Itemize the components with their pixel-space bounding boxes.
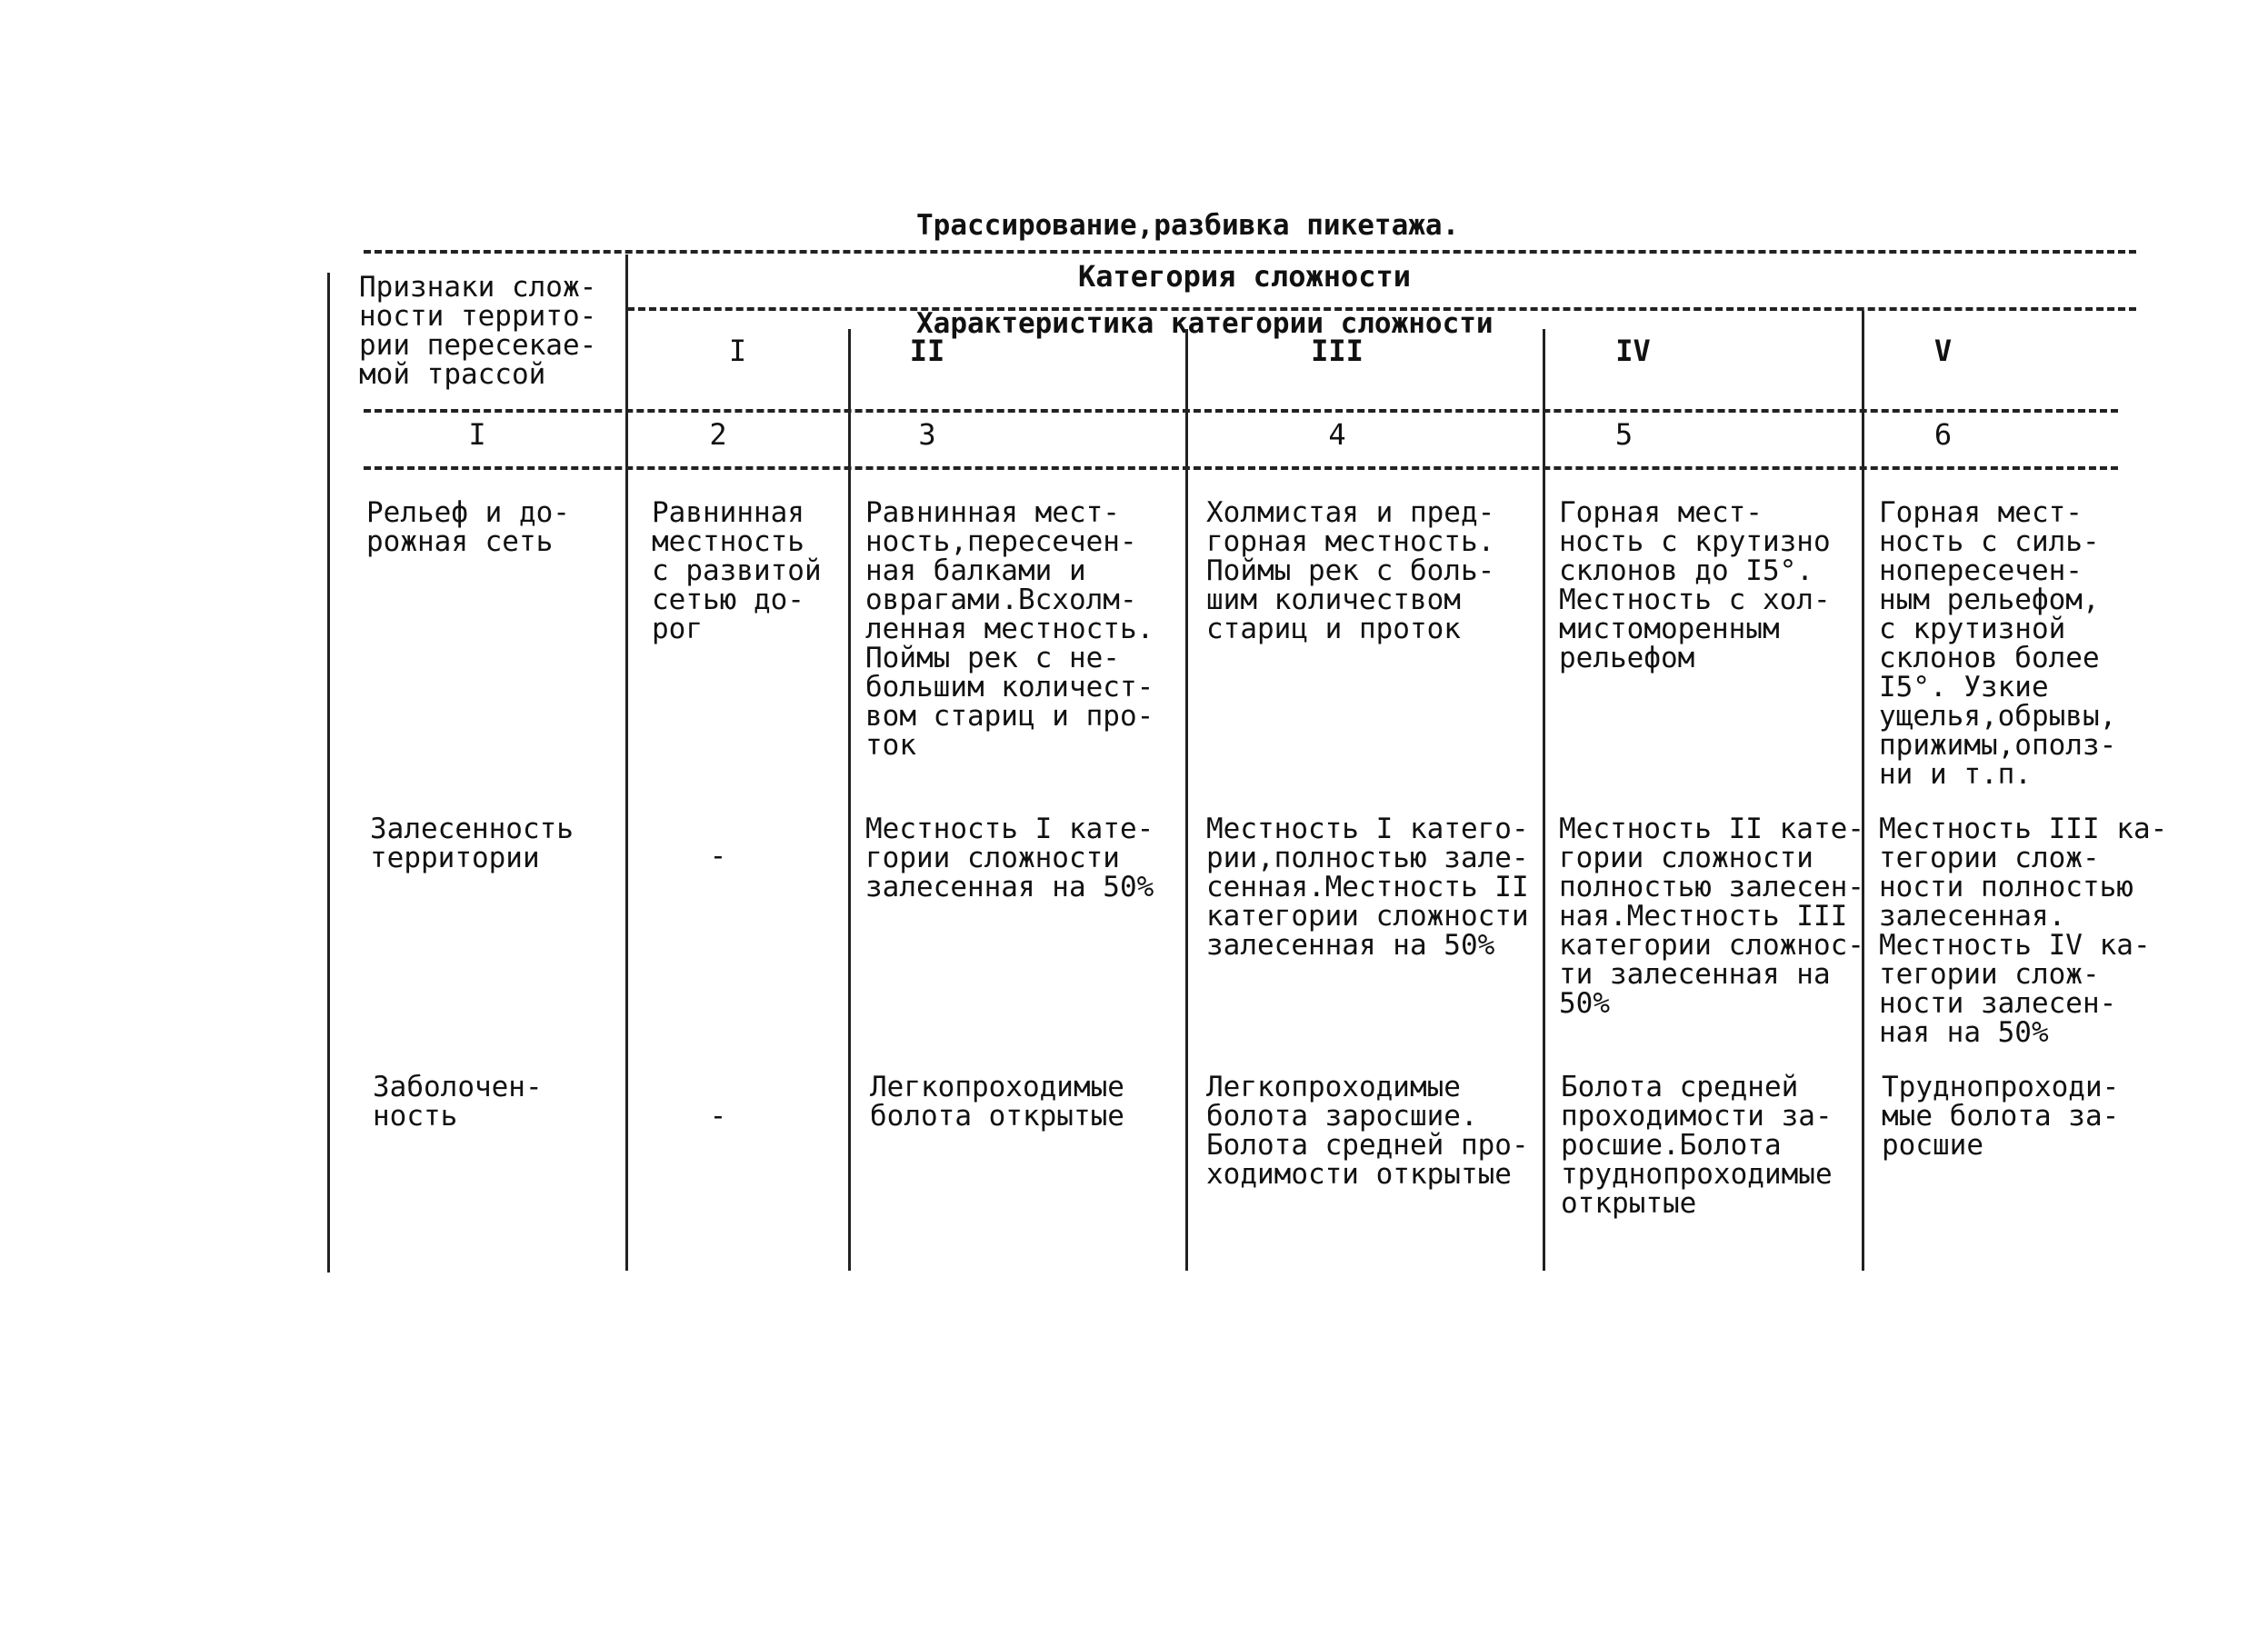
row-3-cat-5: Труднопроходи- мые болота за- росшие [1882, 1071, 2120, 1162]
column-number-5: 5 [1614, 417, 1634, 452]
row-3-cat-1: - [709, 1100, 727, 1133]
divider-col-2 [848, 329, 851, 1271]
column-number-6: 6 [1933, 417, 1953, 452]
header-category-1: I [728, 334, 747, 368]
header-category-2: II [909, 334, 945, 368]
header-category-4: IV [1615, 334, 1651, 368]
header-category-5: V [1933, 334, 1953, 368]
row-3-cat-4: Болота средней проходимости за- росшие.Болота труднопроходимые открытые [1561, 1071, 1833, 1220]
row-1-feature: Рельеф и до- рожная сеть [366, 496, 570, 558]
row-3-cat-2: Легкопроходимые болота открытые [870, 1071, 1124, 1133]
column-number-3: 3 [918, 417, 936, 452]
rule-group-header [627, 307, 2136, 311]
row-1-cat-5: Горная мест- ность с силь- нопересечен- ным рельефом, с крутизной склонов более I5°. Узкие ущелья,обрывы, прижимы,ополз- ни и т.п. [1879, 496, 2117, 791]
divider-col-3 [1185, 329, 1188, 1271]
row-2-cat-5: Местность III ка- тегории слож- ности полностью залесенная. Местность IV ка- тегории слож- ности залесен- ная на 50% [1879, 813, 2168, 1049]
title-line-2: Характеристика категории сложности [916, 307, 1494, 340]
row-3-cat-3: Легкопроходимые болота заросшие. Болота средней про- ходимости открытые [1206, 1071, 1529, 1191]
row-2-cat-4: Местность II кате- гории сложности полностью залесен- ная.Местность III категории сложнос- ти залесенная на 50% [1559, 813, 1864, 1020]
row-2-cat-2: Местность I кате- гории сложности залесенная на 50% [865, 813, 1154, 903]
row-2-cat-1: - [709, 840, 727, 873]
row-2-cat-3: Местность I катего- рии,полностью зале- сенная.Местность II категории сложности залесенная на 50% [1206, 813, 1529, 962]
column-number-1: I [468, 417, 486, 452]
header-category-group: Категория сложности [1078, 259, 1412, 294]
title-line-1: Трассирование,разбивка пикетажа. [916, 209, 1460, 242]
row-1-cat-2: Равнинная мест- ность,пересечен- ная балками и оврагами.Всхолм- ленная местность. Поймы рек с не- большим количест- вом стариц и про- ток [865, 496, 1154, 762]
column-number-2: 2 [709, 417, 727, 452]
divider-col-5 [1862, 311, 1864, 1271]
rule-top [364, 250, 2136, 254]
row-3-feature: Заболочен- ность [373, 1071, 543, 1133]
row-1-cat-3: Холмистая и пред- горная местность. Поймы рек с боль- шим количеством стариц и проток [1206, 496, 1495, 645]
divider-col-4 [1543, 329, 1545, 1271]
row-2-feature: Залесенность территории [370, 813, 574, 874]
row-1-cat-1: Равнинная местность с развитой сетью до- рог [652, 496, 822, 645]
column-number-4: 4 [1328, 417, 1346, 452]
row-1-cat-4: Горная мест- ность с крутизно склонов до I5°. Местность с хол- мистоморенным рельефом [1559, 496, 1831, 674]
header-category-3: III [1311, 334, 1364, 368]
header-feature-column: Признаки слож- ности террито- рии пересекае- мой трассой [359, 271, 597, 391]
